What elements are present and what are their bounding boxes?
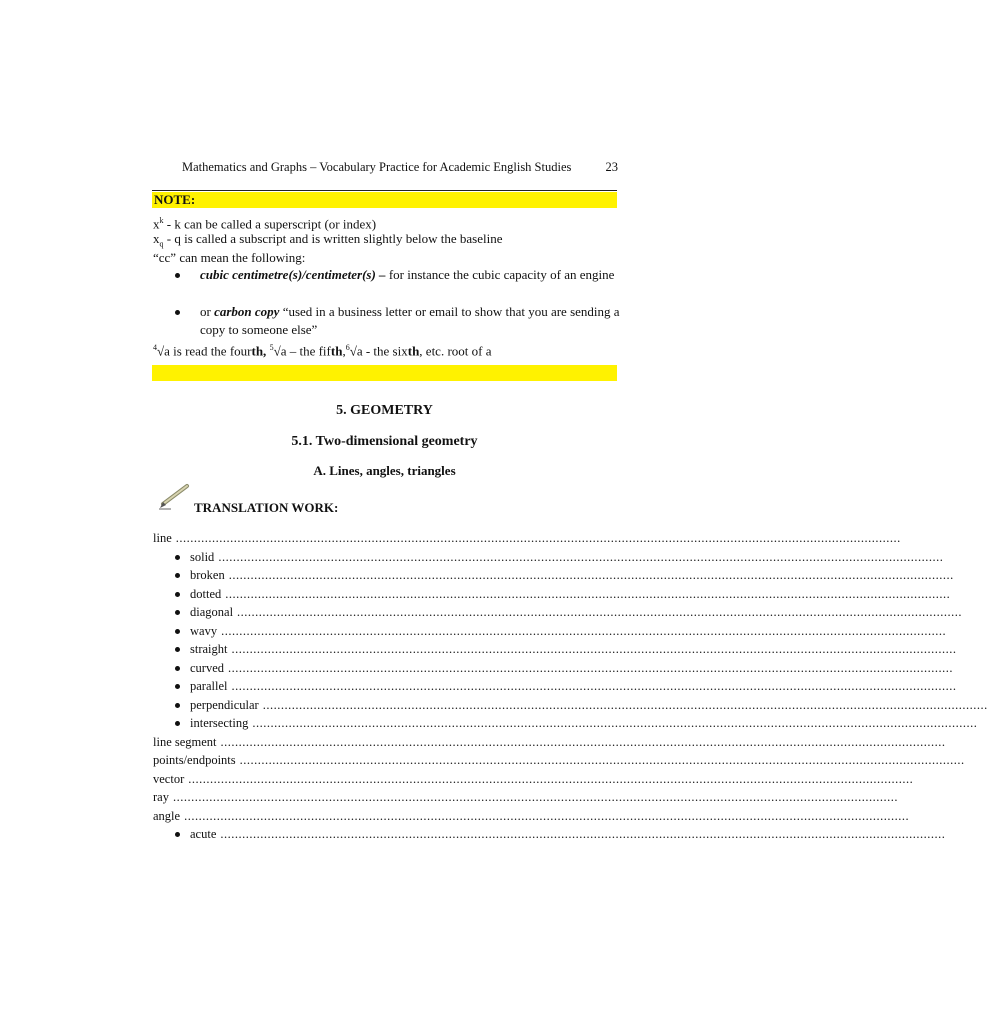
vocab-row (153, 530, 901, 546)
bullet-icon (175, 273, 180, 278)
answer-blank[interactable]: ........................................................................................................................................................................................................ (172, 790, 898, 804)
note-highlight-top (152, 192, 617, 208)
bullet-carbon-rest: “used in a business letter or email to show that you are sending a copy to someone else” (200, 304, 620, 337)
subscript-index: q (159, 239, 164, 249)
answer-blank[interactable]: ........................................................................................................................................................................................................ (262, 697, 988, 712)
note-bullet-cubic (200, 266, 620, 284)
bullet-carbon-term: carbon copy (214, 304, 280, 319)
vocab-row (190, 697, 988, 713)
vocab-term: straight (190, 642, 228, 656)
running-header-title: Mathematics and Graphs – Vocabulary Practice for Academic English Studies (182, 160, 572, 174)
bullet-icon (175, 684, 180, 689)
bullet-icon (175, 721, 180, 726)
note-top-rule (152, 190, 617, 191)
note-roots-line: $^4$√a is read the fourth, $^5$√a – the fifth,$^6$√a - the sixth, etc. root of a (153, 343, 492, 359)
answer-blank[interactable]: ........................................................................................................................................................................................................ (220, 734, 946, 749)
vocab-term: diagonal (190, 605, 234, 619)
vocab-term: line (153, 531, 172, 545)
answer-blank[interactable]: ........................................................................................................................................................................................................ (239, 753, 965, 767)
bullet-icon (175, 832, 180, 837)
answer-blank[interactable]: ........................................................................................................................................................................................................ (175, 531, 901, 545)
vocab-term: perpendicular (190, 697, 259, 712)
answer-blank[interactable]: ........................................................................................................................................................................................................ (225, 586, 951, 601)
answer-blank[interactable]: ........................................................................................................................................................................................................ (228, 568, 954, 582)
vocab-row (190, 567, 954, 583)
vocab-term: curved (190, 660, 225, 675)
vocab-row (190, 826, 946, 842)
bullet-cubic-rest: for instance the cubic capacity of an engine (385, 267, 615, 282)
bullet-icon (175, 703, 180, 708)
vocab-row (190, 604, 963, 620)
bullet-icon (175, 555, 180, 560)
answer-blank[interactable]: ........................................................................................................................................................................................................ (231, 679, 957, 693)
bullet-cubic-term: cubic centimetre(s)/centimeter(s) – (200, 267, 386, 282)
answer-blank[interactable]: ........................................................................................................................................................................................................ (218, 549, 944, 564)
answer-blank[interactable]: ........................................................................................................................................................................................................ (184, 808, 910, 823)
vocab-row (190, 678, 957, 694)
answer-blank[interactable]: ........................................................................................................................................................................................................ (231, 642, 957, 656)
vocab-term: ray (153, 790, 169, 804)
bullet-carbon-prefix: or (200, 304, 215, 319)
bullet-icon (175, 610, 180, 615)
bullet-icon (175, 647, 180, 652)
vocab-term: points/endpoints (153, 753, 236, 767)
answer-blank[interactable]: ........................................................................................................................................................................................................ (188, 771, 914, 786)
vocab-term: angle (153, 808, 181, 823)
vocab-row (190, 715, 978, 731)
answer-blank[interactable]: ........................................................................................................................................................................................................ (221, 623, 947, 638)
vocab-term: intersecting (190, 716, 249, 730)
vocab-row (153, 752, 965, 768)
vocab-term: vector (153, 771, 185, 786)
vocab-term: line segment (153, 734, 217, 749)
page-number: 23 (605, 160, 618, 174)
bullet-icon (175, 310, 180, 315)
vocab-row (153, 808, 910, 824)
bullet-icon (175, 666, 180, 671)
bullet-icon (175, 592, 180, 597)
vocab-row (190, 641, 957, 657)
pen-icon (157, 480, 193, 510)
answer-blank[interactable]: ........................................................................................................................................................................................................ (252, 716, 978, 730)
note-highlight-bottom (152, 365, 617, 381)
vocab-term: dotted (190, 586, 222, 601)
vocab-row (190, 586, 951, 602)
vocab-row (153, 789, 898, 805)
vocab-row (153, 734, 946, 750)
superscript-index: k (159, 216, 164, 225)
section-heading: 5. GEOMETRY (336, 403, 433, 418)
running-header (150, 160, 618, 175)
answer-blank[interactable]: ........................................................................................................................................................................................................ (228, 660, 954, 675)
vocab-row (190, 623, 947, 639)
subscript-explanation: - q is called a subscript and is written slightly below the baseline (163, 231, 503, 246)
note-bullet-carbon (200, 303, 620, 339)
vocab-term: broken (190, 568, 225, 582)
bullet-icon (175, 573, 180, 578)
subscript-base: x (153, 231, 160, 246)
subsection-heading: 5.1. Two-dimensional geometry (291, 434, 478, 449)
subsubsection-heading: A. Lines, angles, triangles (313, 463, 456, 478)
answer-blank[interactable]: ........................................................................................................................................................................................................ (237, 605, 963, 619)
vocab-term: wavy (190, 623, 218, 638)
vocab-term: solid (190, 549, 215, 564)
superscript-base: x (153, 216, 160, 232)
superscript-explanation: - k can be called a superscript (or index) (163, 216, 377, 232)
bullet-icon (175, 629, 180, 634)
translation-work-label: TRANSLATION WORK: (194, 500, 339, 515)
vocab-row (190, 549, 944, 565)
answer-blank[interactable]: ........................................................................................................................................................................................................ (220, 827, 946, 841)
note-label: NOTE: (154, 192, 196, 207)
note-cc-line: “cc” can mean the following: (153, 250, 306, 265)
vocab-term: acute (190, 827, 217, 841)
vocab-row (153, 771, 914, 787)
vocab-row (190, 660, 954, 676)
vocab-term: parallel (190, 679, 228, 693)
